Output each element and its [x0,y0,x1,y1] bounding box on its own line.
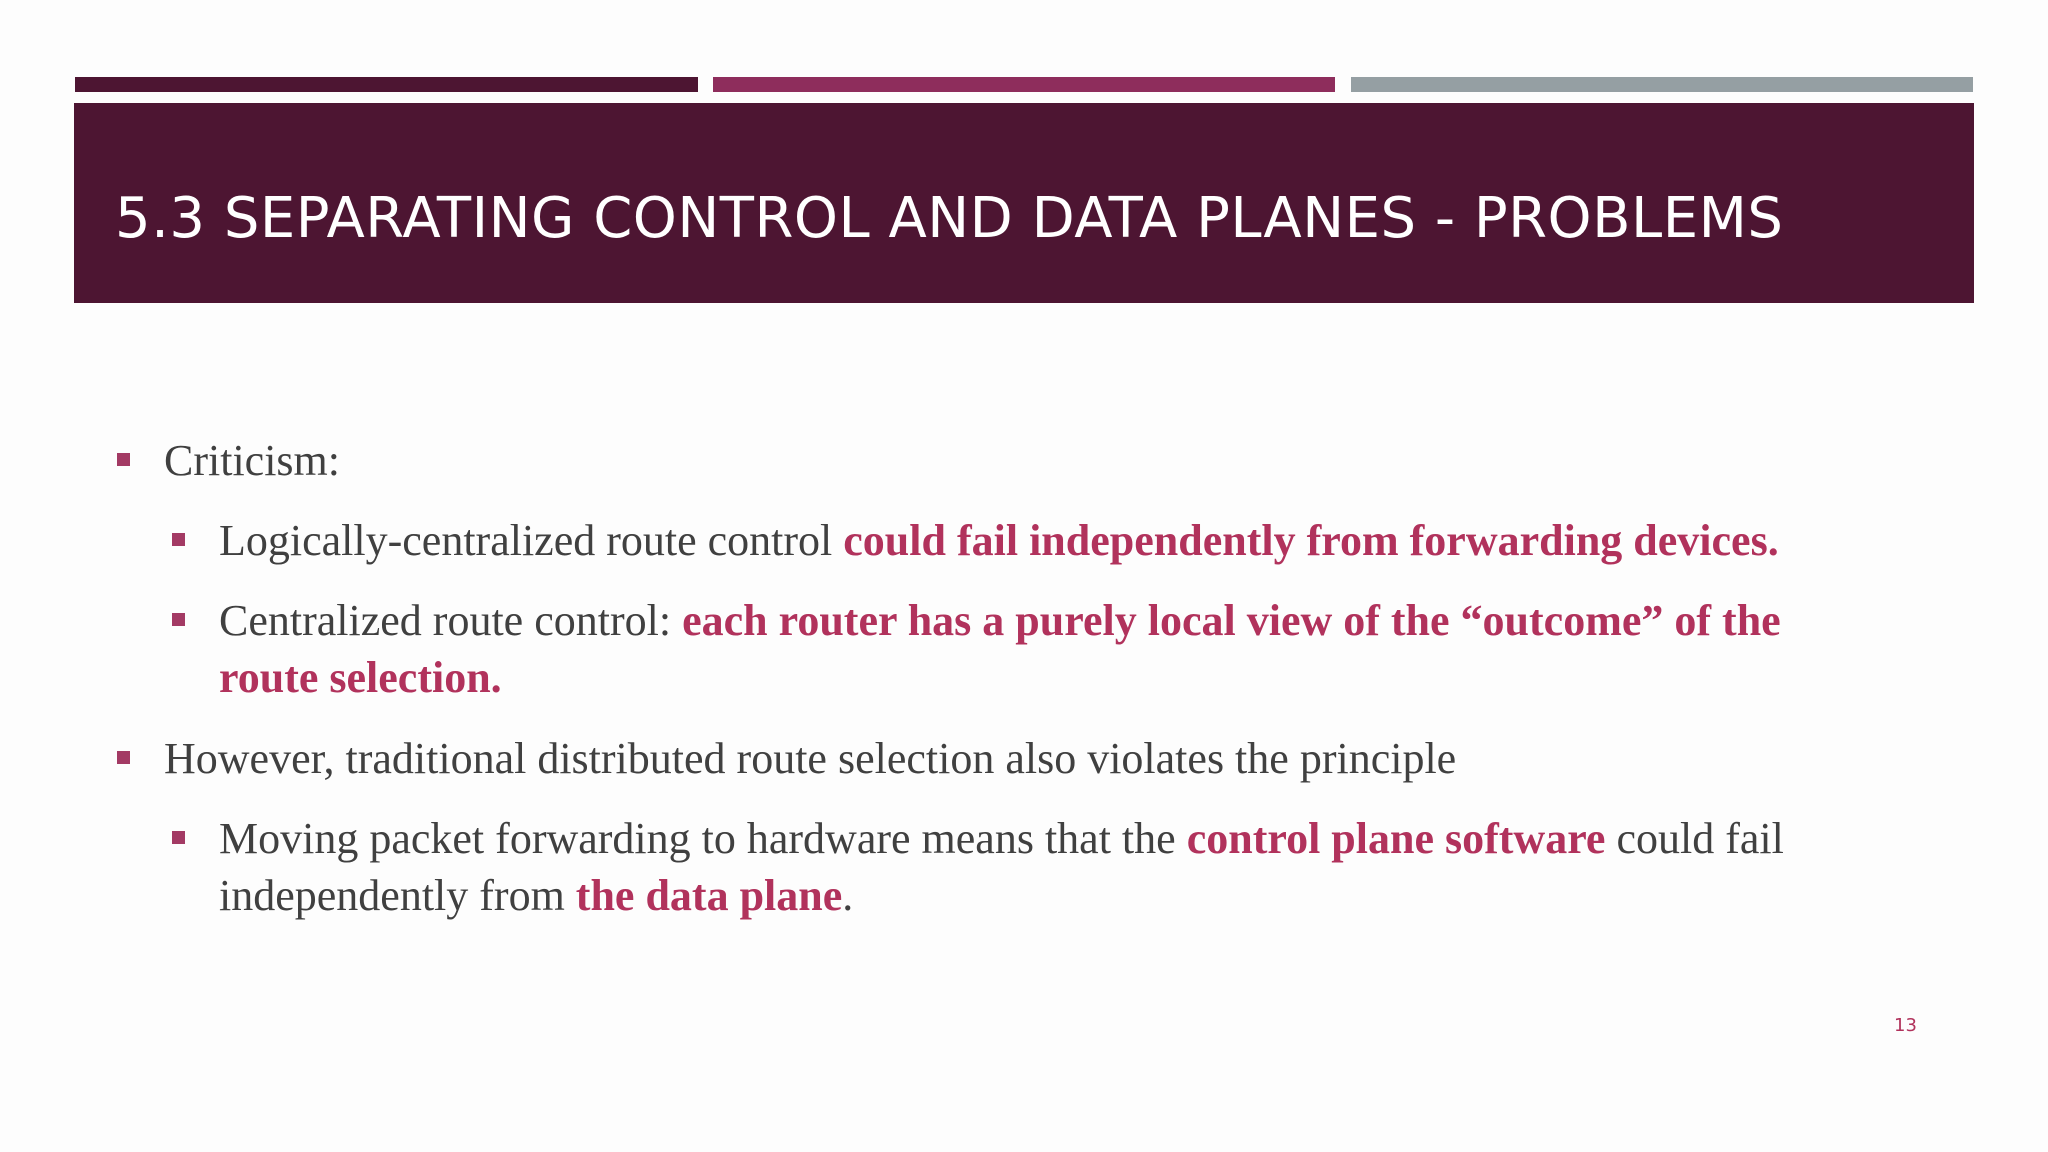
bullet-text: . [842,871,854,920]
bullet-marker [117,453,130,466]
slide-title: 5.3 SEPARATING CONTROL AND DATA PLANES - PROBLEMS [115,186,1784,251]
bullet-however [164,730,1456,787]
subbullet-continuation [219,867,853,924]
bullet-text: Criticism: [164,436,340,485]
bullet-marker [117,751,130,764]
subbullet-centralized-route-control [219,592,1781,649]
bullet-text: Logically-centralized route control [219,516,844,565]
subbullet-continuation [219,649,502,706]
bullet-text: However, traditional distributed route selection also violates the principle [164,734,1457,783]
bullet-text: could fail [1605,814,1784,863]
bullet-text: Moving packet forwarding to hardware means that the [219,814,1187,863]
bullet-marker [172,613,185,626]
highlight-text: each router has a purely local view of the “outcome” of the [682,596,1781,645]
highlight-text: the data plane [575,871,843,920]
bullet-criticism [164,432,340,489]
bullet-marker [172,831,185,844]
page-number: 13 [1894,1015,1917,1036]
subbullet-moving-packet-forwarding [219,810,1784,867]
highlight-text: route selection. [219,653,502,702]
highlight-text: could fail independently from forwarding devices. [843,516,1779,565]
bullet-text: independently from [219,871,576,920]
bullet-marker [172,533,185,546]
highlight-text: control plane software [1186,814,1606,863]
subbullet-logically-centralized [219,512,1779,569]
bullet-text: Centralized route control: [219,596,683,645]
